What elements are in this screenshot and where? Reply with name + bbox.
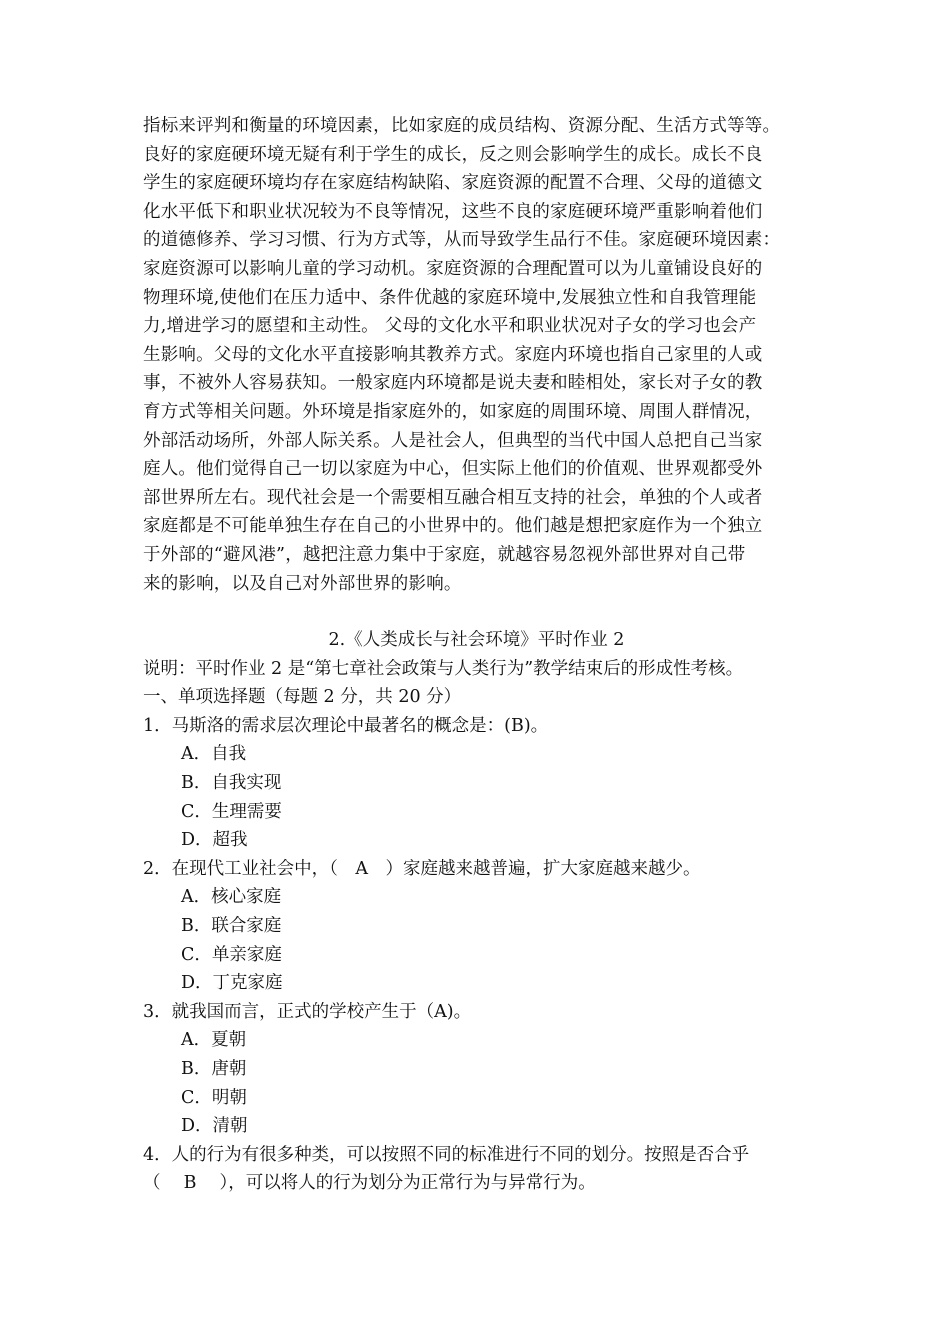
body-paragraph bbox=[143, 112, 810, 598]
paragraph-line: 学生的家庭硬环境均存在家庭结构缺陷、家庭资源的配置不合理、父母的道德文 bbox=[143, 173, 763, 194]
question-stem: 2．在现代工业社会中，（ A ）家庭越来越普遍，扩大家庭越来越少。 bbox=[143, 858, 701, 879]
question-stem: 1．马斯洛的需求层次理论中最著名的概念是：(B)。 bbox=[143, 715, 549, 736]
paragraph-line: 家庭资源可以影响儿童的学习动机。家庭资源的合理配置可以为儿童铺设良好的 bbox=[143, 258, 763, 279]
question-2 bbox=[143, 855, 810, 998]
question-option: A．夏朝 bbox=[181, 1030, 247, 1051]
question-option: D．超我 bbox=[181, 830, 248, 851]
question-option: B．自我实现 bbox=[181, 773, 282, 794]
question-4 bbox=[143, 1141, 810, 1198]
paragraph-line: 力,增进学习的愿望和主动性。 父母的文化水平和职业状况对子女的学习也会产 bbox=[143, 316, 757, 337]
question-option: D．清朝 bbox=[181, 1116, 248, 1137]
question-option: C．生理需要 bbox=[181, 801, 282, 822]
question-option: C．单亲家庭 bbox=[181, 944, 282, 965]
question-stem-continued: （ B ），可以将人的行为划分为正常行为与异常行为。 bbox=[143, 1173, 596, 1194]
paragraph-line: 指标来评判和衡量的环境因素，比如家庭的成员结构、资源分配、生活方式等等。 bbox=[143, 116, 781, 136]
question-stem: 3．就我国而言，正式的学校产生于（A)。 bbox=[143, 1001, 472, 1022]
paragraph-line: 部世界所左右。现代社会是一个需要相互融合相互支持的社会，单独的个人或者 bbox=[143, 487, 763, 508]
question-option: C．明朝 bbox=[181, 1087, 247, 1108]
paragraph-line: 化水平低下和职业状况较为不良等情况，这些不良的家庭硬环境严重影响着他们 bbox=[143, 201, 763, 222]
paragraph-line: 家庭都是不可能单独生存在自己的小世界中的。他们越是想把家庭作为一个独立 bbox=[143, 516, 763, 537]
paragraph-line: 于外部的“避风港”，越把注意力集中于家庭，就越容易忽视外部世界对自己带 bbox=[143, 544, 746, 565]
section-title: 2.《人类成长与社会环境》平时作业 2 bbox=[328, 630, 625, 651]
paragraph-line: 事，不被外人容易获知。一般家庭内环境都是说夫妻和睦相处，家长对子女的教 bbox=[143, 373, 763, 394]
paragraph-line: 育方式等相关问题。外环境是指家庭外的，如家庭的周围环境、周围人群情况， bbox=[143, 401, 763, 422]
question-option: B．唐朝 bbox=[181, 1059, 247, 1079]
question-option: B．联合家庭 bbox=[181, 916, 282, 937]
section-heading: 一、单项选择题（每题 2 分，共 20 分） bbox=[143, 687, 462, 708]
paragraph-line: 物理环境,使他们在压力适中、条件优越的家庭环境中,发展独立性和自我管理能 bbox=[143, 287, 757, 308]
assignment-note: 说明：平时作业 2 是“第七章社会政策与人类行为”教学结束后的形成性考核。 bbox=[143, 658, 744, 679]
question-3 bbox=[143, 998, 810, 1141]
question-stem: 4．人的行为有很多种类，可以按照不同的标准进行不同的划分。按照是否合乎 bbox=[143, 1144, 750, 1165]
paragraph-line: 良好的家庭硬环境无疑有利于学生的成长，反之则会影响学生的成长。成长不良 bbox=[143, 144, 763, 165]
paragraph-line: 生影响。父母的文化水平直接影响其教养方式。家庭内环境也指自己家里的人或 bbox=[143, 344, 763, 365]
paragraph-line: 的道德修养、学习习惯、行为方式等，从而导致学生品行不佳。家庭硬环境因素： bbox=[143, 230, 781, 251]
question-option: A．核心家庭 bbox=[181, 887, 282, 908]
question-option: A．自我 bbox=[181, 744, 247, 765]
question-option: D．丁克家庭 bbox=[181, 973, 283, 994]
question-1 bbox=[143, 712, 810, 855]
paragraph-line: 庭人。他们觉得自己一切以家庭为中心，但实际上他们的价值观、世界观都受外 bbox=[143, 459, 763, 480]
paragraph-line: 来的影响，以及自己对外部世界的影响。 bbox=[143, 573, 462, 594]
paragraph-line: 外部活动场所，外部人际关系。人是社会人，但典型的当代中国人总把自己当家 bbox=[143, 430, 763, 451]
